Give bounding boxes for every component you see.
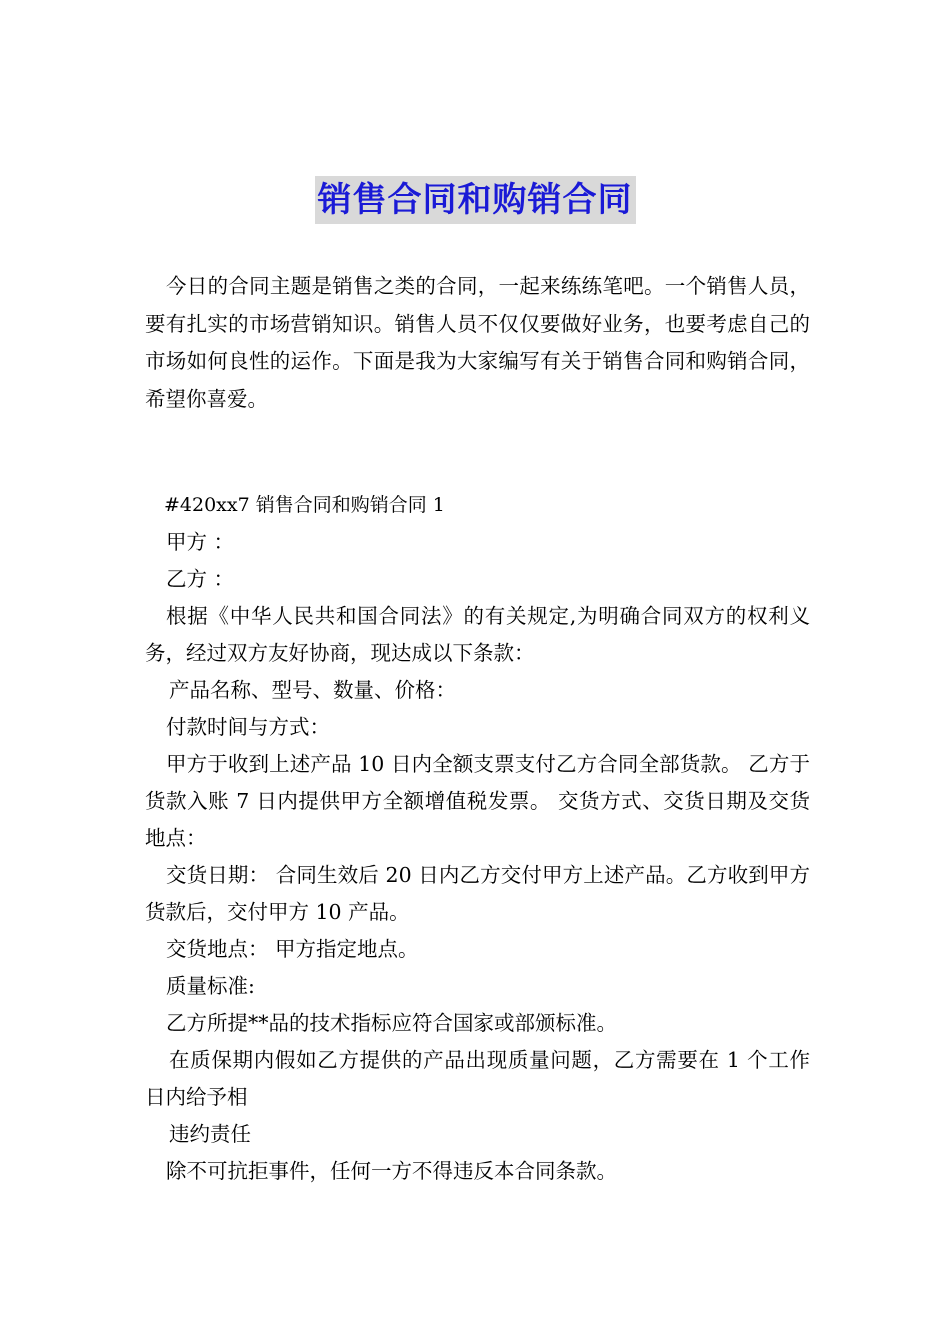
delivery-date-paragraph: 交货日期： 合同生效后 20 日内乙方交付甲方上述产品。乙方收到甲方货款后，交付甲方 10 产品。	[145, 863, 810, 924]
legal-basis-paragraph: 根据《中华人民共和国合同法》的有关规定,为明确合同双方的权利义务，经过双方友好协商，现达成以下条款：	[145, 604, 810, 665]
warranty-paragraph: 在质保期内假如乙方提供的产品出现质量问题，乙方需要在 1 个工作日内给予相	[145, 1048, 810, 1109]
party-a-line: 甲方 ：	[166, 530, 235, 554]
intro-paragraph: 今日的合同主题是销售之类的合同，一起来练练笔吧。一个销售人员， 要有扎实的市场营销知识。销售人员不仅仅要做好业务，也要考虑自己的市场如何良性的运作。下面是我为大家编写有关于销售合同和购销合同，希望你喜爱。	[145, 274, 810, 411]
product-info-line: 产品名称、型号、数量、价格：	[169, 678, 456, 702]
document-title: 销售合同和购销合同	[315, 176, 636, 224]
title-container	[0, 176, 950, 224]
payment-heading: 付款时间与方式：	[166, 715, 330, 739]
payment-paragraph: 甲方于收到上述产品 10 日内全额支票支付乙方合同全部货款。 乙方于货款入账 7 日内提供甲方全额增值税发票。 交货方式、交货日期及交货地点：	[145, 752, 810, 850]
liability-heading: 违约责任	[169, 1122, 251, 1146]
party-b-line: 乙方 ：	[166, 567, 235, 591]
quality-standard-line: 乙方所提**品的技术指标应符合国家或部颁标准。	[166, 1011, 617, 1035]
delivery-place-line: 交货地点： 甲方指定地点。	[166, 937, 419, 961]
quality-heading: 质量标准:	[166, 974, 255, 998]
force-majeure-line: 除不可抗拒事件，任何一方不得违反本合同条款。	[166, 1159, 617, 1183]
contract-body	[145, 487, 810, 1190]
section-heading: #420xx7 销售合同和购销合同 1	[164, 494, 445, 516]
